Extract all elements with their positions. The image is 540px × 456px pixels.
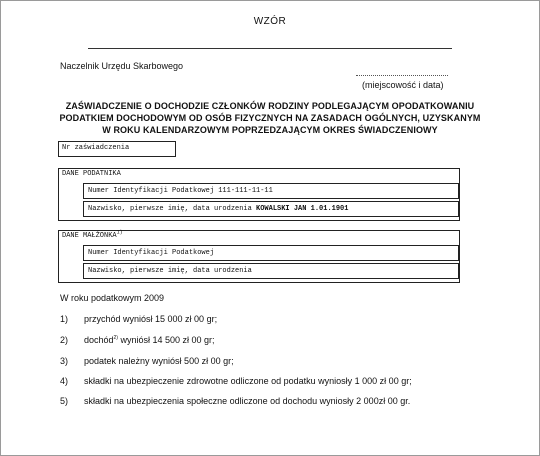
form-template-label: WZÓR: [253, 16, 287, 27]
item-number: 4): [60, 376, 69, 386]
spouse-name-label: Nazwisko, pierwsze imię, data urodzenia: [88, 267, 252, 275]
certificate-number-field[interactable]: [58, 141, 176, 157]
taxpayer-section-label: DANE PODATNIKA: [62, 170, 121, 178]
income-item-3: [60, 356, 234, 366]
spouse-section: [58, 230, 460, 283]
spouse-section-label: [62, 229, 123, 240]
tax-office-head-label: Naczelnik Urzędu Skarbowego: [60, 61, 184, 71]
spouse-footnote-marker: 1): [116, 229, 123, 236]
item-text-after: wyniósł 14 500 zł 00 gr;: [117, 335, 215, 345]
taxpayer-section: [58, 168, 460, 221]
income-item-5: [60, 396, 410, 406]
title-line-2: PODATKIEM DOCHODOWYM OD OSÓB FIZYCZNYCH NA ZASADACH OGÓLNYCH, UZYSKANYM: [59, 113, 481, 123]
title-line-3: W ROKU KALENDARZOWYM POPRZEDZAJĄCYM OKRES ŚWIADCZENIOWY: [102, 125, 438, 135]
item-text-before: dochód: [84, 335, 114, 345]
income-item-4: [60, 376, 412, 386]
item-text: przychód wyniósł 15 000 zł 00 gr;: [84, 314, 218, 324]
taxpayer-name-label: Nazwisko, pierwsze imię, data urodzenia: [88, 205, 252, 213]
place-date-label: (miejscowość i data): [362, 80, 444, 90]
taxpayer-nip-field[interactable]: [83, 183, 459, 199]
taxpayer-name-field[interactable]: [83, 201, 459, 217]
tax-year-label: W roku podatkowym 2009: [60, 293, 165, 303]
spouse-name-field[interactable]: [83, 263, 459, 279]
spouse-label-text: DANE MAŁŻONKA: [62, 232, 117, 240]
item-number: 2): [60, 335, 69, 345]
spouse-nip-field[interactable]: [83, 245, 459, 261]
income-item-2: [60, 335, 215, 345]
item-number: 5): [60, 396, 69, 406]
document-title: [50, 100, 490, 136]
item-text: składki na ubezpieczenie zdrowotne odliczone od podatku wyniosły 1 000 zł 00 gr;: [84, 376, 412, 386]
item-number: 3): [60, 356, 69, 366]
taxpayer-name-value: KOWALSKI JAN 1.01.1901: [256, 205, 349, 213]
header-divider: [88, 48, 452, 49]
title-line-1: ZAŚWIADCZENIE O DOCHODZIE CZŁONKÓW RODZINY PODLEGAJĄCYM OPODATKOWANIU: [65, 101, 475, 111]
spouse-nip-label: Numer Identyfikacji Podatkowej: [88, 249, 215, 257]
item-number: 1): [60, 314, 69, 324]
taxpayer-nip-text: Numer Identyfikacji Podatkowej 111-111-11-11: [88, 187, 273, 195]
place-date-line: [356, 75, 448, 76]
item-footnote-marker: 2): [113, 335, 118, 341]
item-text: składki na ubezpieczenia społeczne odliczone od dochodu wyniosły 2 000zł 00 gr.: [84, 396, 411, 406]
certificate-number-label: Nr zaświadczenia: [62, 144, 130, 152]
item-text: podatek należny wyniósł 500 zł 00 gr;: [84, 356, 234, 366]
income-item-1: [60, 314, 217, 324]
